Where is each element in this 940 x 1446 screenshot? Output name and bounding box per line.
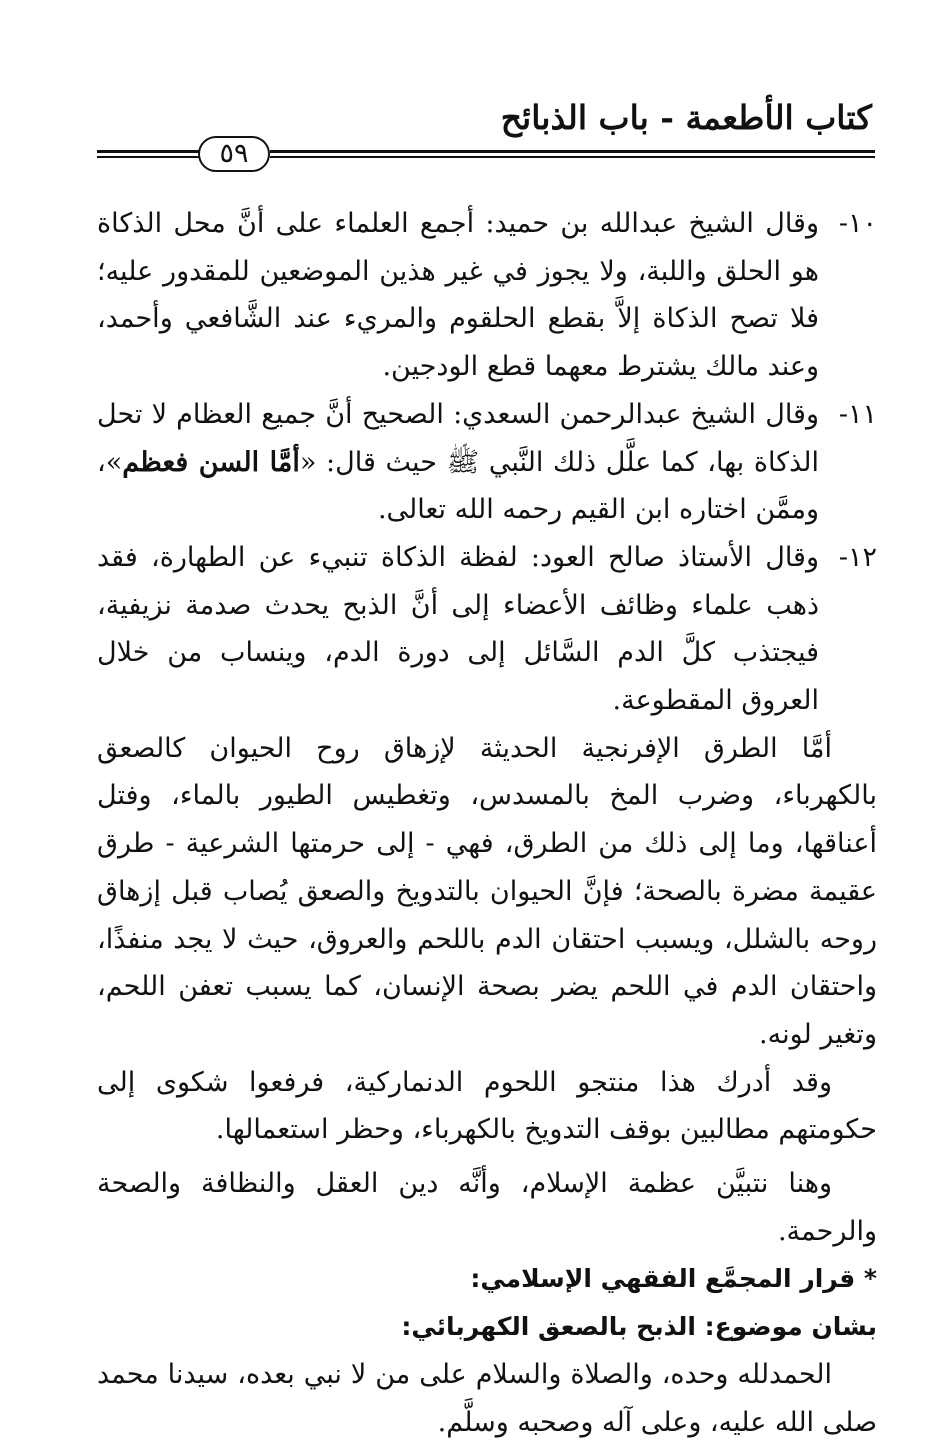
paragraph-conclusion: وهنا نتبيَّن عظمة الإسلام، وأنَّه دين العقل والنظافة والصحة والرحمة. — [97, 1168, 877, 1247]
item-number: ١٢- — [838, 541, 877, 573]
heading-text: قرار المجمَّع الفقهي الإسلامي: — [470, 1264, 856, 1294]
running-title: كتاب الأطعمة - باب الذبائح — [500, 98, 872, 137]
item-number: ١١- — [838, 398, 877, 430]
section-heading-subject: بشان موضوع: الذبح بالصعق الكهربائي: — [401, 1312, 877, 1342]
header-rule-right — [270, 150, 875, 159]
page-number: ٥٩ — [198, 136, 270, 172]
item-text: وقال الشيخ عبدالرحمن السعدي: الصحيح أنَّ جميع العظام لا تحل الذكاة بها، كما علَّل ذلك النَّبي ﷺ حيث قال: « — [97, 398, 819, 478]
item-text-tail: »، وممَّن اختاره ابن القيم رحمه الله تعالى. — [97, 446, 819, 526]
section-heading-resolution — [97, 1255, 877, 1303]
paragraph-methods: أمَّا الطرق الإفرنجية الحديثة لإزهاق روح الحيوان كالصعق بالكهرباء، وضرب المخ بالمسدس، وتغطيس الطيور بالماء، وفتل أعناقها، وما إلى ذلك من الطرق، فهي - إلى حرمتها الشرعية - طرق عقيمة مضرة بالصحة؛ فإنَّ الحيوان بالتدويخ والصعق يُصاب قبل إزهاق روحه بالشلل، ويسبب احتقان الدم باللحم والعروق، حيث لا يجد منفذًا، واحتقان الدم في اللحم يضر بصحة الإنسان، كما يسبب تعفن اللحم، وتغير لونه. — [97, 732, 877, 1050]
item-text: وقال الأستاذ صالح العود: لفظة الذكاة تنبيء عن الطهارة، فقد ذهب علماء وظائف الأعضاء إلى أنَّ الذبح يحدث صدمة نزيفية، فيجتذب كلَّ الدم السَّائل إلى دورة الدم، وينساب من خلال العروق المقطوعة. — [97, 541, 819, 717]
numbered-item-10 — [97, 200, 877, 391]
numbered-item-12 — [97, 534, 877, 725]
numbered-item-11 — [97, 391, 877, 534]
header-rule-left — [97, 150, 199, 159]
star-marker: * — [863, 1264, 877, 1294]
page-body — [97, 200, 877, 1446]
paragraph-closing: الحمدلله وحده، والصلاة والسلام على من لا نبي بعده، سيدنا محمد صلى الله عليه، وعلى آله وصحبه وسلَّم. — [97, 1358, 877, 1438]
paragraph-danish: وقد أدرك هذا منتجو اللحوم الدنماركية، فرفعوا شكوى إلى حكومتهم مطالبين بوقف التدويخ بالكهرباء، وحظر استعمالها. — [97, 1066, 877, 1146]
item-number: ١٠- — [838, 208, 877, 239]
hadith-quote: أمَّا السن فعظم — [122, 446, 300, 478]
item-text: وقال الشيخ عبدالله بن حميد: أجمع العلماء على أنَّ محل الذكاة هو الحلق واللبة، ولا يجوز في غير هذين الموضعين للمقدور عليه؛ فلا تصح الذكاة إلاَّ بقطع الحلقوم والمريء عند الشَّافعي وأحمد، وعند مالك يشترط معهما قطع الودجين. — [97, 208, 819, 383]
